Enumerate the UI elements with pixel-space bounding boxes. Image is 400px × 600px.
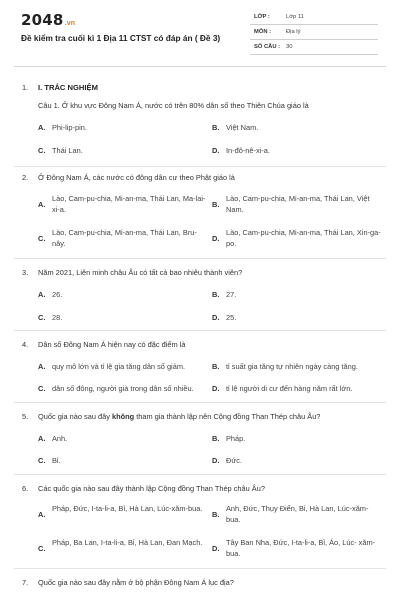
- option-label: C.: [38, 384, 46, 393]
- option-label: C.: [38, 146, 46, 155]
- option-a[interactable]: [38, 504, 208, 526]
- option-d[interactable]: [212, 456, 362, 467]
- meta-label: MÔN :: [254, 29, 272, 35]
- question-text: Năm 2021, Liên minh châu Âu có tất cả bao nhiêu thành viên?: [38, 268, 243, 277]
- option-label: A.: [38, 434, 46, 443]
- question-block-3: [0, 265, 400, 327]
- question-text: Quốc gia nào sau đây không tham gia thành lập nên Cộng đồng Than Thép châu Âu?: [38, 412, 321, 421]
- question-block-2: [0, 170, 400, 262]
- option-a[interactable]: [38, 194, 208, 216]
- option-label: B.: [212, 123, 220, 132]
- meta-row-count: [250, 40, 378, 55]
- question-number: 2.: [22, 173, 29, 182]
- option-text: Anh, Đức, Thụy Điển, Bỉ, Hà Lan, Lúc-xăm-bua.: [226, 504, 369, 524]
- option-label: B.: [212, 362, 220, 371]
- option-b[interactable]: [212, 504, 382, 526]
- question-block-4: [0, 337, 400, 399]
- option-label: D.: [212, 384, 220, 393]
- option-label: A.: [38, 362, 46, 371]
- option-label: D.: [212, 146, 220, 155]
- option-text: dân số đông, người già trong dân số nhiều.: [52, 384, 194, 393]
- meta-row-class: [250, 10, 378, 25]
- question-text: Ở Đông Nam Á, các nước có đông dân cư theo Phật giáo là: [38, 173, 235, 182]
- part-title: I. TRẮC NGHIỆM: [38, 83, 98, 92]
- question-text: Quốc gia nào sau đây nằm ở bộ phận Đông Nam Á lục địa?: [38, 578, 234, 587]
- option-text: Tây Ban Nha, Đức, I-ta-li-a, Bỉ, Áo, Lúc- xăm-bua.: [226, 538, 376, 558]
- meta-row-subject: [250, 25, 378, 40]
- option-d[interactable]: [212, 384, 382, 395]
- option-c[interactable]: [38, 384, 208, 395]
- option-label: B.: [212, 510, 220, 519]
- meta-label: LỚP :: [254, 14, 270, 20]
- option-d[interactable]: [212, 228, 382, 250]
- meta-value: Lớp 11: [286, 14, 304, 20]
- option-label: C.: [38, 234, 46, 243]
- option-a[interactable]: [38, 362, 208, 373]
- option-b[interactable]: [212, 362, 382, 373]
- option-c[interactable]: [38, 146, 188, 157]
- emphasis-text: không: [111, 412, 135, 421]
- question-number: 5.: [22, 412, 29, 421]
- option-text: Pháp.: [226, 434, 246, 443]
- option-c[interactable]: [38, 313, 188, 324]
- option-label: A.: [38, 123, 46, 132]
- option-label: D.: [212, 313, 220, 322]
- option-c[interactable]: [38, 228, 208, 250]
- option-b[interactable]: [212, 290, 362, 301]
- option-text: 28.: [52, 313, 63, 322]
- question-number: 6.: [22, 484, 29, 493]
- question-number: 4.: [22, 340, 29, 349]
- option-c[interactable]: [38, 538, 208, 560]
- option-label: C.: [38, 313, 46, 322]
- option-a[interactable]: [38, 290, 188, 301]
- option-text: Pháp, Ba Lan, I-ta-li-a, Bỉ, Hà Lan, Đan Mạch.: [52, 538, 203, 547]
- question-text: Câu 1. Ở khu vực Đông Nam Á, nước có trên 80% dân số theo Thiên Chúa giáo là: [38, 101, 309, 110]
- question-divider: [14, 474, 386, 475]
- question-divider: [14, 258, 386, 259]
- option-label: D.: [212, 544, 220, 553]
- question-text: Các quốc gia nào sau đây thành lập Cộng đồng Than Thép châu Âu?: [38, 484, 265, 493]
- option-text: Lào, Cam-pu-chia, Mi-an-ma, Thái Lan, Bru-nây.: [52, 228, 197, 248]
- option-b[interactable]: [212, 123, 362, 134]
- question-number: 7.: [22, 578, 29, 587]
- option-label: A.: [38, 290, 46, 299]
- option-text: Pháp, Đức, I-ta-li-a, Bỉ, Hà Lan, Lúc-xăm-bua.: [52, 504, 203, 513]
- option-d[interactable]: [212, 313, 362, 324]
- option-label: B.: [212, 200, 220, 209]
- option-text: 25.: [226, 313, 237, 322]
- option-text: Lào, Cam-pu-chia, Mi-an-ma, Thái Lan, Việt Nam.: [226, 194, 370, 214]
- question-divider: [14, 166, 386, 167]
- question-divider: [14, 330, 386, 331]
- question-text: Dân số Đông Nam Á hiện nay có đặc điểm là: [38, 340, 186, 349]
- option-text: Anh.: [52, 434, 68, 443]
- option-text: Đức.: [226, 456, 243, 465]
- option-label: D.: [212, 456, 220, 465]
- option-text: Thái Lan.: [52, 146, 83, 155]
- meta-value: Địa lý: [286, 29, 301, 35]
- option-b[interactable]: [212, 434, 362, 445]
- option-text: Phi-lip-pin.: [52, 123, 87, 132]
- option-a[interactable]: [38, 123, 188, 134]
- option-label: B.: [212, 290, 220, 299]
- meta-value: 30: [286, 44, 293, 50]
- option-label: C.: [38, 544, 46, 553]
- question-divider: [14, 402, 386, 403]
- meta-label: SỐ CÂU :: [254, 44, 281, 50]
- option-text: 27.: [226, 290, 237, 299]
- option-c[interactable]: [38, 456, 188, 467]
- option-d[interactable]: [212, 538, 382, 560]
- option-d[interactable]: [212, 146, 362, 157]
- option-text: 26.: [52, 290, 63, 299]
- option-label: A.: [38, 200, 46, 209]
- option-label: A.: [38, 510, 46, 519]
- option-text: Lào, Cam-pu-chia, Mi-an-ma, Thái Lan, Xin-ga-po.: [226, 228, 381, 248]
- question-block-6: [0, 481, 400, 571]
- exam-title: Đề kiểm tra cuối kì 1 Địa 11 CTST có đáp án ( Đề 3): [21, 33, 221, 43]
- option-label: C.: [38, 456, 46, 465]
- part-number: 1.: [22, 83, 29, 92]
- option-text: Việt Nam.: [226, 123, 259, 132]
- header-divider: [14, 66, 386, 67]
- option-text: Bỉ.: [52, 456, 61, 465]
- question-block-1: [0, 80, 400, 172]
- option-label: D.: [212, 234, 220, 243]
- option-a[interactable]: [38, 434, 188, 445]
- option-text: tỉ lệ người di cư đến hàng năm rất lớn.: [226, 384, 353, 393]
- option-b[interactable]: [212, 194, 382, 216]
- option-text: In-đô-nê-xi-a.: [226, 146, 270, 155]
- exam-meta-table: [250, 10, 378, 55]
- option-text: tỉ suất gia tăng tự nhiên ngày càng tăng.: [226, 362, 358, 371]
- page-header: [0, 0, 400, 60]
- question-block-7: [0, 575, 400, 595]
- question-block-5: [0, 409, 400, 471]
- option-text: Lào, Cam-pu-chia, Mi-an-ma, Thái Lan, Ma-lai-xi-a.: [52, 194, 206, 214]
- question-divider: [14, 568, 386, 569]
- brand-logo[interactable]: 2048.vn: [21, 11, 76, 29]
- option-text: quy mô lớn và tỉ lệ gia tăng dân số giảm.: [52, 362, 186, 371]
- option-label: B.: [212, 434, 220, 443]
- question-number: 3.: [22, 268, 29, 277]
